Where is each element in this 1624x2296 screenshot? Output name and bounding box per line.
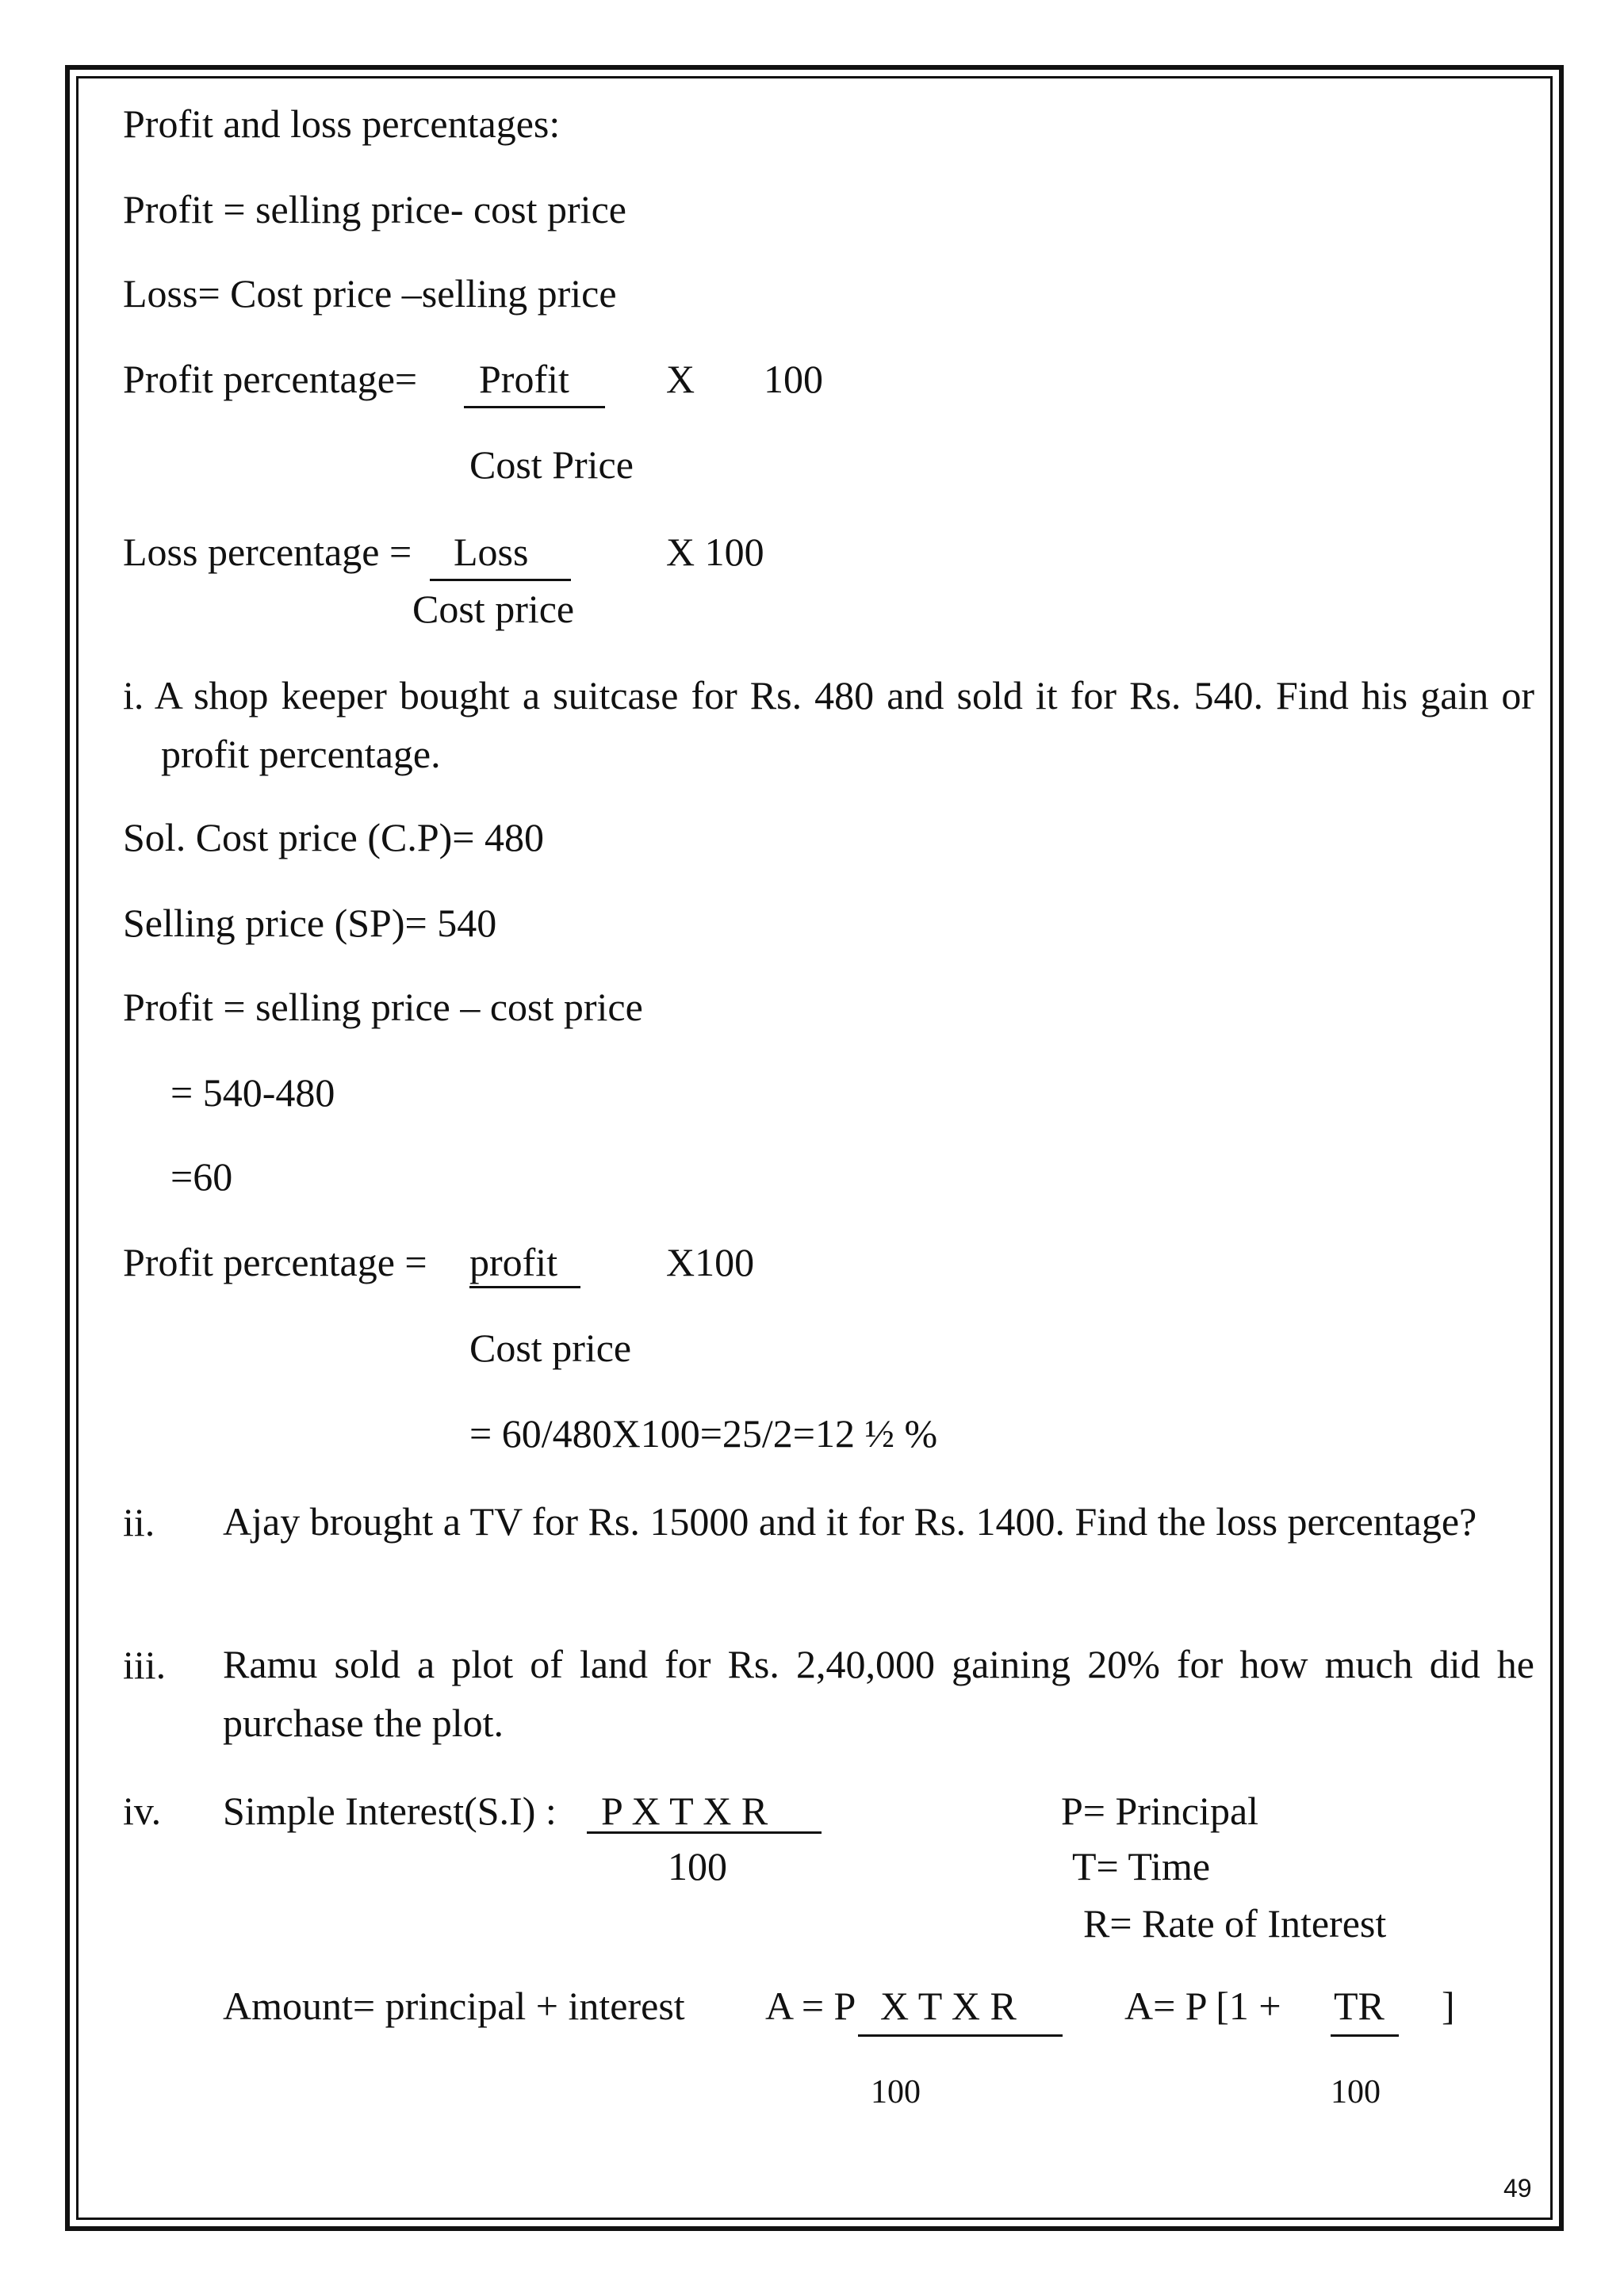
question-4-number: iv. xyxy=(123,1789,162,1833)
loss-percentage-times-hundred: X 100 xyxy=(666,530,764,574)
amount-a-label: A = P xyxy=(765,1984,856,2028)
solution-percentage-numerator: profit xyxy=(469,1240,558,1284)
question-2-number: ii. xyxy=(123,1500,155,1544)
question-1 xyxy=(123,666,1534,783)
fraction-bar xyxy=(430,579,571,581)
amount-compound-denominator: 100 xyxy=(1331,2074,1381,2110)
solution-percentage-label: Profit percentage = xyxy=(123,1240,427,1284)
question-3-text: Ramu sold a plot of land for Rs. 2,40,000 gaining 20% for how much did he purchase the plot. xyxy=(223,1642,1534,1745)
solution-percentage-denominator: Cost price xyxy=(469,1326,632,1370)
fraction-bar xyxy=(469,1286,580,1288)
rate-definition: R= Rate of Interest xyxy=(1083,1901,1387,1946)
loss-percentage-numerator: Loss xyxy=(454,530,529,574)
fraction-bar xyxy=(858,2034,1063,2037)
profit-formula: Profit = selling price- cost price xyxy=(123,187,626,232)
amount-denominator: 100 xyxy=(871,2074,921,2110)
loss-percentage-label: Loss percentage = xyxy=(123,530,412,574)
solution-percentage-times: X100 xyxy=(666,1240,755,1284)
question-3-number: iii. xyxy=(123,1643,167,1687)
simple-interest-numerator: P X T X R xyxy=(601,1789,768,1833)
simple-interest-denominator: 100 xyxy=(668,1844,727,1888)
time-definition: T= Time xyxy=(1072,1844,1211,1888)
fraction-bar xyxy=(587,1831,822,1834)
section-heading: Profit and loss percentages: xyxy=(123,101,561,146)
question-2-text: Ajay brought a TV for Rs. 15000 and it for Rs. 1400. Find the loss percentage? xyxy=(223,1499,1477,1544)
amount-formula-label: Amount= principal + interest xyxy=(223,1984,685,2028)
solution-profit-formula: Profit = selling price – cost price xyxy=(123,985,643,1029)
simple-interest-label: Simple Interest(S.I) : xyxy=(223,1789,557,1833)
solution-selling-price: Selling price (SP)= 540 xyxy=(123,901,497,945)
profit-percentage-numerator: Profit xyxy=(479,357,569,401)
profit-percentage-label: Profit percentage= xyxy=(123,357,418,401)
page-number: 49 xyxy=(1503,2174,1532,2202)
question-1-text: i. A shop keeper bought a suitcase for Rs. 480 and sold it for Rs. 540. Find his gain or profit percentage. xyxy=(123,673,1534,776)
fraction-bar xyxy=(1331,2034,1399,2037)
amount-compound-label: A= P [1 + xyxy=(1124,1984,1281,2028)
principal-definition: P= Principal xyxy=(1061,1789,1259,1833)
solution-result: = 60/480X100=25/2=12 ½ % xyxy=(469,1411,938,1456)
loss-formula: Loss= Cost price –selling price xyxy=(123,271,617,316)
fraction-bar xyxy=(464,406,605,408)
amount-compound-close: ] xyxy=(1442,1984,1455,2028)
solution-cost-price: Sol. Cost price (C.P)= 480 xyxy=(123,815,544,859)
profit-percentage-hundred: 100 xyxy=(764,357,823,401)
amount-numerator: X T X R xyxy=(880,1984,1017,2028)
profit-percentage-times: X xyxy=(666,357,695,401)
profit-percentage-denominator: Cost Price xyxy=(469,442,634,487)
loss-percentage-denominator: Cost price xyxy=(412,587,575,631)
amount-compound-numerator: TR xyxy=(1334,1984,1385,2028)
solution-step-1: = 540-480 xyxy=(170,1070,335,1115)
solution-step-2: =60 xyxy=(170,1154,233,1199)
